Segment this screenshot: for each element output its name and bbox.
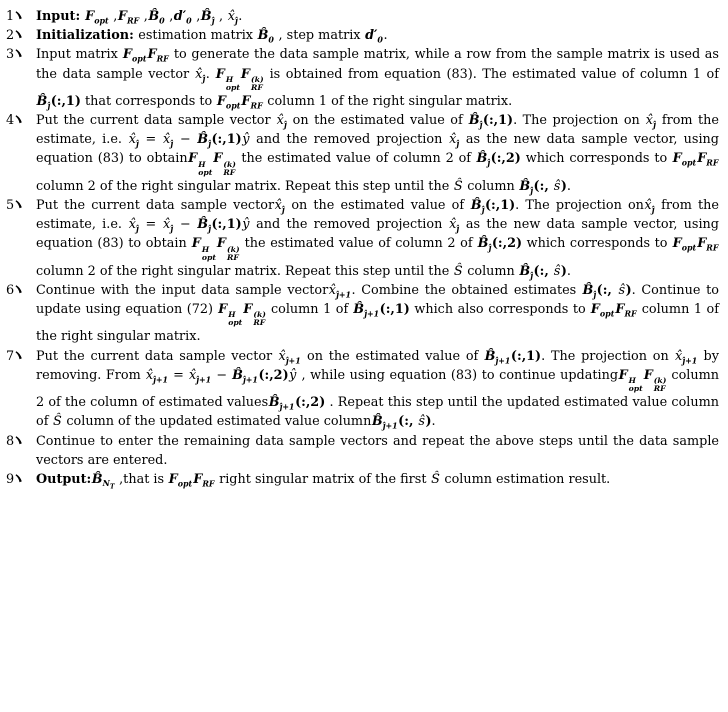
math-token: $x̂_ĵ$ [276,113,287,130]
math-token: $F_{RF}$ [147,47,169,64]
step-number-digit: 1 [6,9,15,24]
math-token: $x̂_ĵ$ [449,132,460,149]
math-token: $B̂_0$ [148,9,165,26]
math-token: $B̂_ĵ$ [200,9,215,26]
math-token: $F_{RF}$ [117,9,140,26]
text-run: column estimation result. [440,471,611,487]
text-run: Continue to enter the remaining data sample vectors and repeat the above steps until the data sample vectors are entered. [36,433,719,468]
text-run: − [173,132,197,148]
step-text [36,347,719,432]
text-run: , step matrix [274,28,365,44]
step-number-digit: 2 [6,28,15,44]
ideographic-comma-icon [15,435,24,445]
math-token: $B̂_ĵ$ [468,113,483,130]
math-token: $x̂_{ĵ+1}$ [278,348,301,366]
math-token: $x̂_{ĵ+1}$ [145,367,169,385]
text-run: which also corresponds to [409,302,591,318]
math-token: $B̂_ĵ$ [582,282,597,300]
text-run: column of the updated estimated value column [62,414,372,430]
text-run: that corresponds to [80,93,217,109]
step-number-digit: 3 [6,47,15,63]
text-run: = [168,367,189,383]
text-run: as the new data sample vector, using equation (83) to obtain [36,132,719,167]
step-text [36,470,719,492]
math-token: $B̂_{ĵ+1}$ [484,348,511,366]
algorithm-step [6,111,719,196]
text-run: estimation matrix [138,28,258,44]
text-run: , [192,9,201,24]
step-text [36,432,719,470]
math-token: $F_{RF}$ [697,151,719,169]
bold-text: ) [425,414,432,430]
math-token: $F_{opt}$ [216,93,241,111]
ideographic-comma-icon [15,199,24,209]
algorithm-step [6,281,719,347]
algorithm-step [6,26,719,45]
math-token: ŷ [242,132,250,148]
ideographic-comma-icon [15,29,24,39]
text-run: Put the current data sample vector [36,198,275,213]
text-run: . Continue to update using equation (72) [36,282,719,318]
step-text [36,196,719,281]
step-number-digit: 9 [6,471,15,487]
math-token: $B̂_ĵ$ [470,198,485,215]
text-run: Put the current data sample vector [36,348,278,364]
bold-text: (:,2) [490,151,521,167]
math-token: $F_{opt}$ [672,236,697,253]
math-token: $F_{opt}$ [590,302,615,319]
text-run: = [139,217,163,233]
math-token: $B̂_{ĵ+1}$ [232,367,258,385]
step-number-digit: 6 [6,282,15,298]
text-run: column 2 of the column of estimated values [36,367,720,411]
math-token: $B̂_ĵ$ [477,236,492,253]
text-run: . The projection on [513,113,646,129]
step-number [6,111,36,130]
bold-text: (:, [533,263,554,279]
algorithm-step [6,45,719,111]
ideographic-comma-icon [15,114,24,124]
bold-text: ) [560,263,567,279]
math-token: F H opt [188,151,213,177]
text-run: . [431,414,436,430]
step-number-digit: 7 [6,348,15,364]
math-token: F (k) RF [643,367,667,394]
math-token: $x̂_ĵ$ [644,198,655,215]
text-run: column [463,178,519,194]
text-run: Continue with the input data sample vector [36,282,329,298]
step-text [36,111,719,196]
math-token: $F_{RF}$ [241,93,263,111]
text-run: , [214,9,228,24]
math-token: F (k) RF [243,302,266,328]
math-token: $x̂_{ĵ+1}$ [675,348,698,366]
math-token: $x̂_{ĵ+1}$ [328,282,351,300]
bold-text: (:,1) [482,113,514,129]
step-number [6,347,36,366]
text-run: on the estimated value of [287,113,469,129]
text-run: Put the current data sample vector [36,113,277,129]
ideographic-comma-icon [15,473,24,483]
math-token: Ŝ [453,178,463,194]
math-token: F H opt [191,236,216,262]
step-number [6,7,36,26]
bold-text: (:,2) [295,395,326,411]
text-run: column [463,263,519,279]
text-run: , [109,9,118,24]
text-run: . The projection on [541,348,675,364]
bold-text: (:,1) [379,302,410,318]
step-number [6,45,36,64]
ideographic-comma-icon [15,350,24,360]
math-token: $B̂_{N_T}$ [91,471,115,492]
step-number [6,196,36,215]
text-run: on the estimated value of [301,348,485,364]
text-run: . The projection on [515,198,644,213]
bold-text: (:,1) [484,198,516,213]
bold-text: (:,2) [491,236,523,252]
text-run: − [211,367,232,383]
math-token: $B̂_ĵ$ [36,93,51,111]
math-token: $x̂_ĵ$ [449,217,460,234]
algorithm-steps [6,7,720,492]
text-run: from the estimate, i.e. [36,198,719,233]
math-token: $B̂_{ĵ+1}$ [353,302,380,319]
math-token: F (k) RF [216,236,240,262]
text-run: on the estimated value of [285,198,471,213]
text-run: column 1 of the right singular matrix. [263,93,513,109]
text-run: , [165,9,174,24]
text-run: ,that is [115,471,169,487]
math-token: ŝ [553,178,561,194]
ideographic-comma-icon [15,284,24,294]
math-token: Ŝ [431,471,440,487]
math-token: ŷ [242,217,250,233]
math-token: Ŝ [53,414,62,430]
algorithm-step [6,470,719,492]
text-run: . [238,9,243,24]
algorithm-step [6,432,719,470]
text-run: as the new data sample vector, using equation (83) to obtain [36,217,719,252]
math-token: $B̂_ĵ$ [519,178,534,196]
text-run: Input matrix [36,47,123,63]
math-token: $x̂_ĵ$ [195,66,206,84]
math-token: $F_{opt}$ [122,47,147,64]
text-run: by removing. From [36,348,719,383]
bold-text: (:,2) [258,367,289,383]
math-token: $F_{opt}$ [672,151,697,169]
math-token: $x̂_ĵ$ [163,132,174,149]
step-text [36,26,719,45]
math-token: Ŝ [453,263,463,279]
math-token: F H opt [618,367,643,394]
math-token: $B̂_{ĵ+1}$ [371,414,398,431]
text-run: column 1 of the right singular matrix. [36,302,719,345]
math-token: $F_{RF}$ [697,236,719,253]
math-token: $F_{opt}$ [85,9,109,26]
math-token: $B̂_ĵ$ [519,263,534,281]
math-token: $d'_0$ [173,9,192,26]
text-run: which corresponds to [522,236,673,252]
bold-text: (:, [596,282,618,298]
text-run: the estimated value of column 2 of [236,151,476,167]
bold-text: (:,1) [50,93,81,109]
step-text [36,7,719,26]
ideographic-comma-icon [15,10,24,20]
text-run: column 1 of [266,302,353,318]
math-token: $F_{RF}$ [615,302,637,319]
text-run: is obtained from equation (83). The estimated value of column 1 of [264,66,720,82]
bold-text: Initialization: [36,28,139,44]
math-token: $x̂_ĵ$ [227,9,238,26]
text-run: right singular matrix of the first [215,471,431,487]
text-run: = [139,132,163,148]
step-number [6,281,36,300]
math-token: $F_{opt}$ [168,471,193,489]
text-run: from the estimate, i.e. [36,113,719,148]
step-number-digit: 4 [6,113,15,129]
math-token: $x̂_ĵ$ [645,113,656,130]
bold-text: Output: [36,471,92,487]
step-text [36,281,719,347]
bold-text: (:,1) [211,217,242,233]
math-token: ŝ [618,282,626,298]
math-token: F H opt [215,66,240,92]
math-token: ŝ [418,414,425,430]
bold-text: (:,1) [211,132,242,148]
algorithm-step [6,347,719,432]
text-run: . [383,28,388,44]
step-text [36,45,719,111]
math-token: $F_{RF}$ [193,471,215,489]
bold-text: ) [625,282,632,298]
text-run: to generate the data sample matrix, while a row from the sample matrix is used as the data sample vector [36,47,719,82]
text-run: − [173,217,197,233]
math-token: F (k) RF [213,151,236,177]
math-token: ŷ [289,367,297,383]
math-token: F (k) RF [240,66,264,92]
math-token: $x̂_ĵ$ [274,198,285,215]
step-number-digit: 5 [6,198,15,213]
text-run: and the removed projection [249,132,449,148]
math-token: $B̂_0$ [257,28,274,45]
text-run: , [139,9,148,24]
bold-text: (:,1) [510,348,542,364]
step-number [6,26,36,45]
bold-text: (:, [398,414,418,430]
math-token: ŝ [553,263,561,279]
text-run: . [205,66,216,82]
text-run: and the removed projection [249,217,449,233]
text-run: . Combine the obtained estimates [351,282,582,298]
step-number [6,470,36,489]
math-token: $x̂_ĵ$ [163,217,174,234]
math-token: F H opt [218,302,243,328]
text-run: . Repeat this step until the updated estimated value column of [36,395,719,430]
bold-text: Input: [36,9,85,24]
math-token: $B̂_{ĵ+1}$ [268,395,295,412]
step-number-digit: 8 [6,433,15,449]
text-run: which corresponds to [520,151,673,167]
math-token: $x̂_{ĵ+1}$ [188,367,212,385]
math-token: $B̂_ĵ$ [476,151,491,169]
step-number [6,432,36,451]
bold-text: ) [560,178,567,194]
math-token: $B̂_ĵ$ [197,132,211,149]
bold-text: (:, [533,178,554,194]
math-token: $d'_0$ [365,28,383,45]
algorithm-step [6,7,719,26]
math-token: $x̂_ĵ$ [128,132,139,149]
algorithm-step [6,196,719,281]
text-run: column 2 of the right singular matrix. Repeat this step until the [36,263,454,279]
text-run: column 2 of the right singular matrix. Repeat this step until the [36,178,454,194]
text-run: the estimated value of column 2 of [240,236,478,252]
math-token: $B̂_ĵ$ [197,217,211,234]
ideographic-comma-icon [15,48,24,58]
text-run: , while using equation (83) to continue updating [296,367,619,383]
math-token: $x̂_ĵ$ [128,217,139,234]
text-run: . [566,178,571,194]
text-run: . [566,263,571,279]
